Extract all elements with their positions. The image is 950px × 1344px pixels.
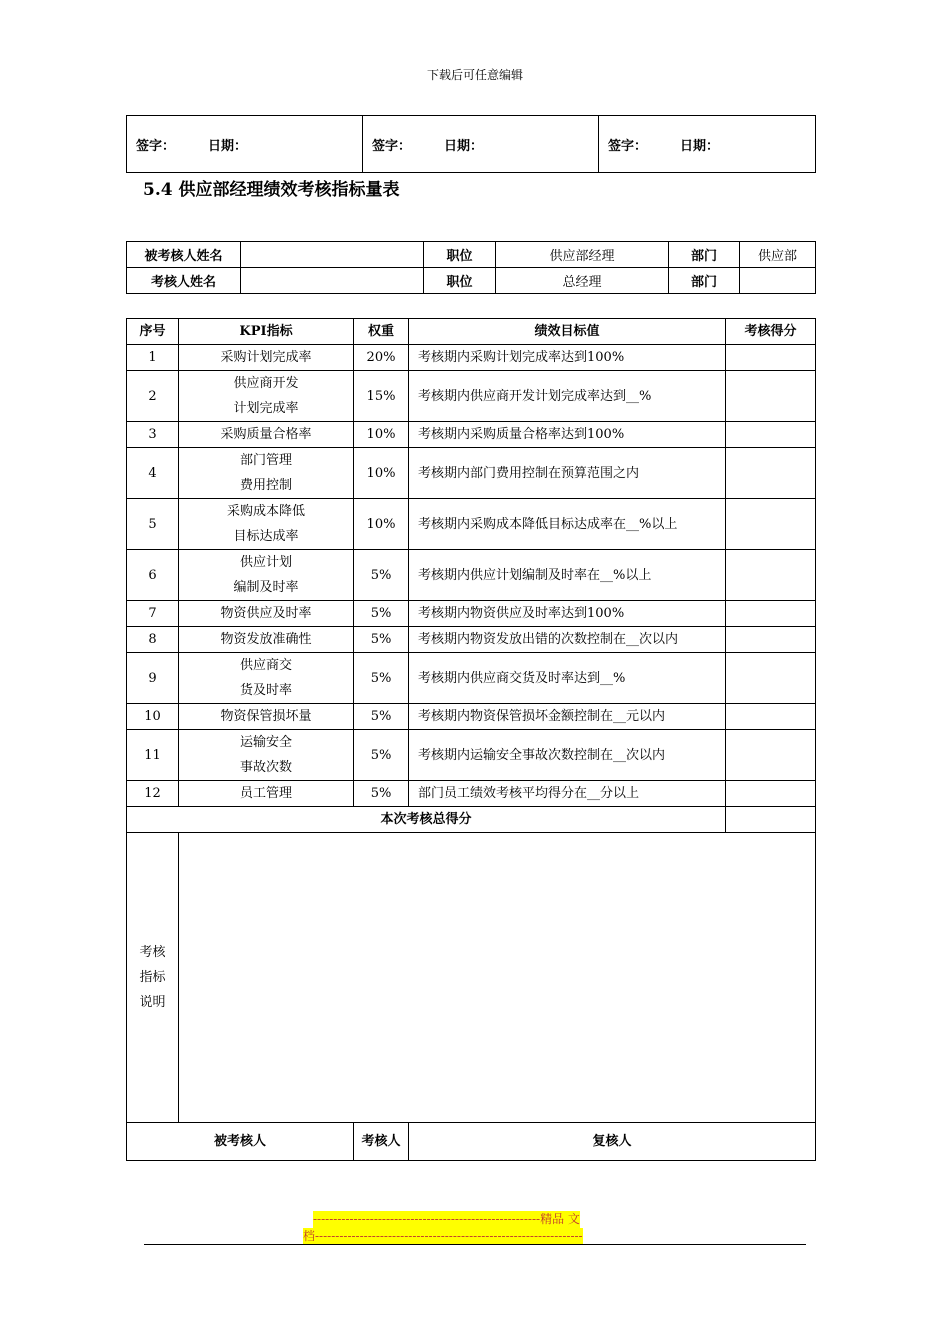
kpi-row: [127, 781, 816, 807]
examiner-position-value: 总经理: [496, 268, 669, 294]
examinee-position-value: 供应部经理: [496, 242, 669, 268]
kpi-no: 3: [127, 422, 179, 448]
kpi-target: 考核期内物资供应及时率达到100%: [409, 601, 726, 627]
examinee-name-label: 被考核人姓名: [127, 242, 241, 268]
kpi-target: 部门员工绩效考核平均得分在__分以上: [409, 781, 726, 807]
reviewer-sign: 复核人: [409, 1123, 816, 1161]
examiner-sign: 考核人: [354, 1123, 409, 1161]
total-label: 本次考核总得分: [127, 807, 726, 833]
kpi-weight: 5%: [354, 730, 409, 781]
kpi-indicator-line: 物资保管损坏量: [220, 709, 312, 724]
sign-label: 签字：: [136, 138, 176, 154]
kpi-header-row: [127, 319, 816, 345]
signature-cell-3: [599, 116, 816, 173]
kpi-indicator-line: 采购质量合格率: [220, 427, 312, 442]
kpi-row: [127, 653, 816, 704]
kpi-weight: 10%: [354, 422, 409, 448]
kpi-indicator: [179, 345, 354, 371]
footer-line-1: --------------------------------------------------------精品 文: [313, 1212, 580, 1226]
kpi-score: [726, 448, 816, 499]
kpi-target: 考核期内供应商交货及时率达到__%: [409, 653, 726, 704]
kpi-score: [726, 371, 816, 422]
kpi-target: 考核期内物资发放出错的次数控制在__次以内: [409, 627, 726, 653]
kpi-indicator-line: 运输安全: [239, 735, 292, 750]
sign-label: 签字：: [372, 138, 412, 154]
kpi-weight: 10%: [354, 448, 409, 499]
footer-line-2: 档------------------------------------------------------------------: [303, 1229, 583, 1243]
position-label: 职位: [424, 242, 496, 268]
explanation-label: [127, 833, 179, 1123]
kpi-indicator: [179, 627, 354, 653]
kpi-indicator: [179, 422, 354, 448]
total-score: [726, 807, 816, 833]
kpi-weight: 10%: [354, 499, 409, 550]
header-score: 考核得分: [726, 319, 816, 345]
examiner-name-label: 考核人姓名: [127, 268, 241, 294]
kpi-row: [127, 448, 816, 499]
examiner-dept-value: [740, 268, 816, 294]
kpi-weight: 5%: [354, 653, 409, 704]
date-label: 日期：: [444, 138, 484, 154]
kpi-rows: [127, 345, 816, 807]
kpi-no: 4: [127, 448, 179, 499]
kpi-indicator: [179, 448, 354, 499]
kpi-indicator-line: 物资供应及时率: [220, 606, 312, 621]
kpi-no: 1: [127, 345, 179, 371]
dept-label: 部门: [669, 242, 740, 268]
header-weight: 权重: [354, 319, 409, 345]
header-kpi: KPI指标: [179, 319, 354, 345]
kpi-indicator: [179, 499, 354, 550]
kpi-no: 5: [127, 499, 179, 550]
kpi-indicator: [179, 550, 354, 601]
kpi-score: [726, 550, 816, 601]
signature-table: [126, 115, 816, 173]
kpi-no: 6: [127, 550, 179, 601]
kpi-weight: 5%: [354, 627, 409, 653]
kpi-row: [127, 345, 816, 371]
kpi-no: 11: [127, 730, 179, 781]
explanation-label-line: 说明: [139, 995, 166, 1010]
date-label: 日期：: [208, 138, 248, 154]
examiner-name-value: [241, 268, 424, 294]
kpi-score: [726, 653, 816, 704]
explanation-content: [179, 833, 816, 1123]
kpi-indicator-line: 目标达成率: [233, 529, 299, 544]
section-title: 5.4 供应部经理绩效考核指标量表: [143, 180, 400, 200]
kpi-score: [726, 345, 816, 371]
kpi-indicator-line: 采购计划完成率: [220, 350, 312, 365]
kpi-indicator-line: 供应计划: [239, 555, 292, 570]
kpi-table: [126, 318, 816, 1161]
header-no: 序号: [127, 319, 179, 345]
kpi-indicator: [179, 601, 354, 627]
kpi-indicator-line: 供应商开发: [233, 376, 299, 391]
kpi-score: [726, 730, 816, 781]
kpi-no: 7: [127, 601, 179, 627]
examinee-sign: 被考核人: [127, 1123, 354, 1161]
kpi-indicator-line: 物资发放准确性: [220, 632, 312, 647]
kpi-row: [127, 371, 816, 422]
kpi-indicator: [179, 781, 354, 807]
kpi-indicator-line: 货及时率: [239, 683, 292, 698]
kpi-indicator-line: 事故次数: [239, 760, 292, 775]
kpi-no: 10: [127, 704, 179, 730]
kpi-score: [726, 704, 816, 730]
kpi-indicator: [179, 730, 354, 781]
sign-label: 签字：: [608, 138, 648, 154]
total-row: [127, 807, 816, 833]
dept-label: 部门: [669, 268, 740, 294]
kpi-row: [127, 550, 816, 601]
explanation-label-line: 指标: [139, 970, 166, 985]
kpi-no: 12: [127, 781, 179, 807]
kpi-indicator-line: 编制及时率: [233, 580, 299, 595]
footer-watermark: [303, 1211, 649, 1245]
kpi-indicator-line: 供应商交: [239, 658, 292, 673]
kpi-target: 考核期内采购质量合格率达到100%: [409, 422, 726, 448]
footer-rule: [144, 1244, 806, 1245]
kpi-score: [726, 499, 816, 550]
kpi-weight: 5%: [354, 781, 409, 807]
kpi-indicator-line: 部门管理: [239, 453, 292, 468]
kpi-weight: 5%: [354, 601, 409, 627]
kpi-no: 9: [127, 653, 179, 704]
kpi-row: [127, 422, 816, 448]
kpi-row: [127, 627, 816, 653]
position-label: 职位: [424, 268, 496, 294]
kpi-row: [127, 601, 816, 627]
kpi-no: 2: [127, 371, 179, 422]
examinee-dept-value: 供应部: [740, 242, 816, 268]
kpi-weight: 5%: [354, 550, 409, 601]
kpi-target: 考核期内部门费用控制在预算范围之内: [409, 448, 726, 499]
kpi-target: 考核期内供应计划编制及时率在__%以上: [409, 550, 726, 601]
kpi-weight: 15%: [354, 371, 409, 422]
kpi-weight: 20%: [354, 345, 409, 371]
explanation-row: [127, 833, 816, 1123]
date-label: 日期：: [680, 138, 720, 154]
kpi-indicator-line: 计划完成率: [233, 401, 299, 416]
kpi-indicator: [179, 704, 354, 730]
kpi-score: [726, 601, 816, 627]
signature-cell-1: [127, 116, 363, 173]
kpi-score: [726, 781, 816, 807]
header-note: 下载后可任意编辑: [426, 68, 523, 82]
kpi-indicator: [179, 653, 354, 704]
kpi-score: [726, 422, 816, 448]
sign-row: [127, 1123, 816, 1161]
header-target: 绩效目标值: [409, 319, 726, 345]
examinee-name-value: [241, 242, 424, 268]
kpi-no: 8: [127, 627, 179, 653]
kpi-target: 考核期内供应商开发计划完成率达到__%: [409, 371, 726, 422]
kpi-indicator-line: 采购成本降低: [226, 504, 305, 519]
kpi-target: 考核期内采购计划完成率达到100%: [409, 345, 726, 371]
kpi-score: [726, 627, 816, 653]
kpi-indicator: [179, 371, 354, 422]
signature-cell-2: [363, 116, 599, 173]
kpi-indicator-line: 费用控制: [239, 478, 292, 493]
kpi-indicator-line: 员工管理: [239, 786, 292, 801]
kpi-target: 考核期内物资保管损坏金额控制在__元以内: [409, 704, 726, 730]
explanation-label-line: 考核: [139, 945, 166, 960]
kpi-target: 考核期内采购成本降低目标达成率在__%以上: [409, 499, 726, 550]
kpi-row: [127, 704, 816, 730]
kpi-row: [127, 499, 816, 550]
kpi-target: 考核期内运输安全事故次数控制在__次以内: [409, 730, 726, 781]
kpi-row: [127, 730, 816, 781]
info-table: [126, 241, 816, 294]
kpi-weight: 5%: [354, 704, 409, 730]
